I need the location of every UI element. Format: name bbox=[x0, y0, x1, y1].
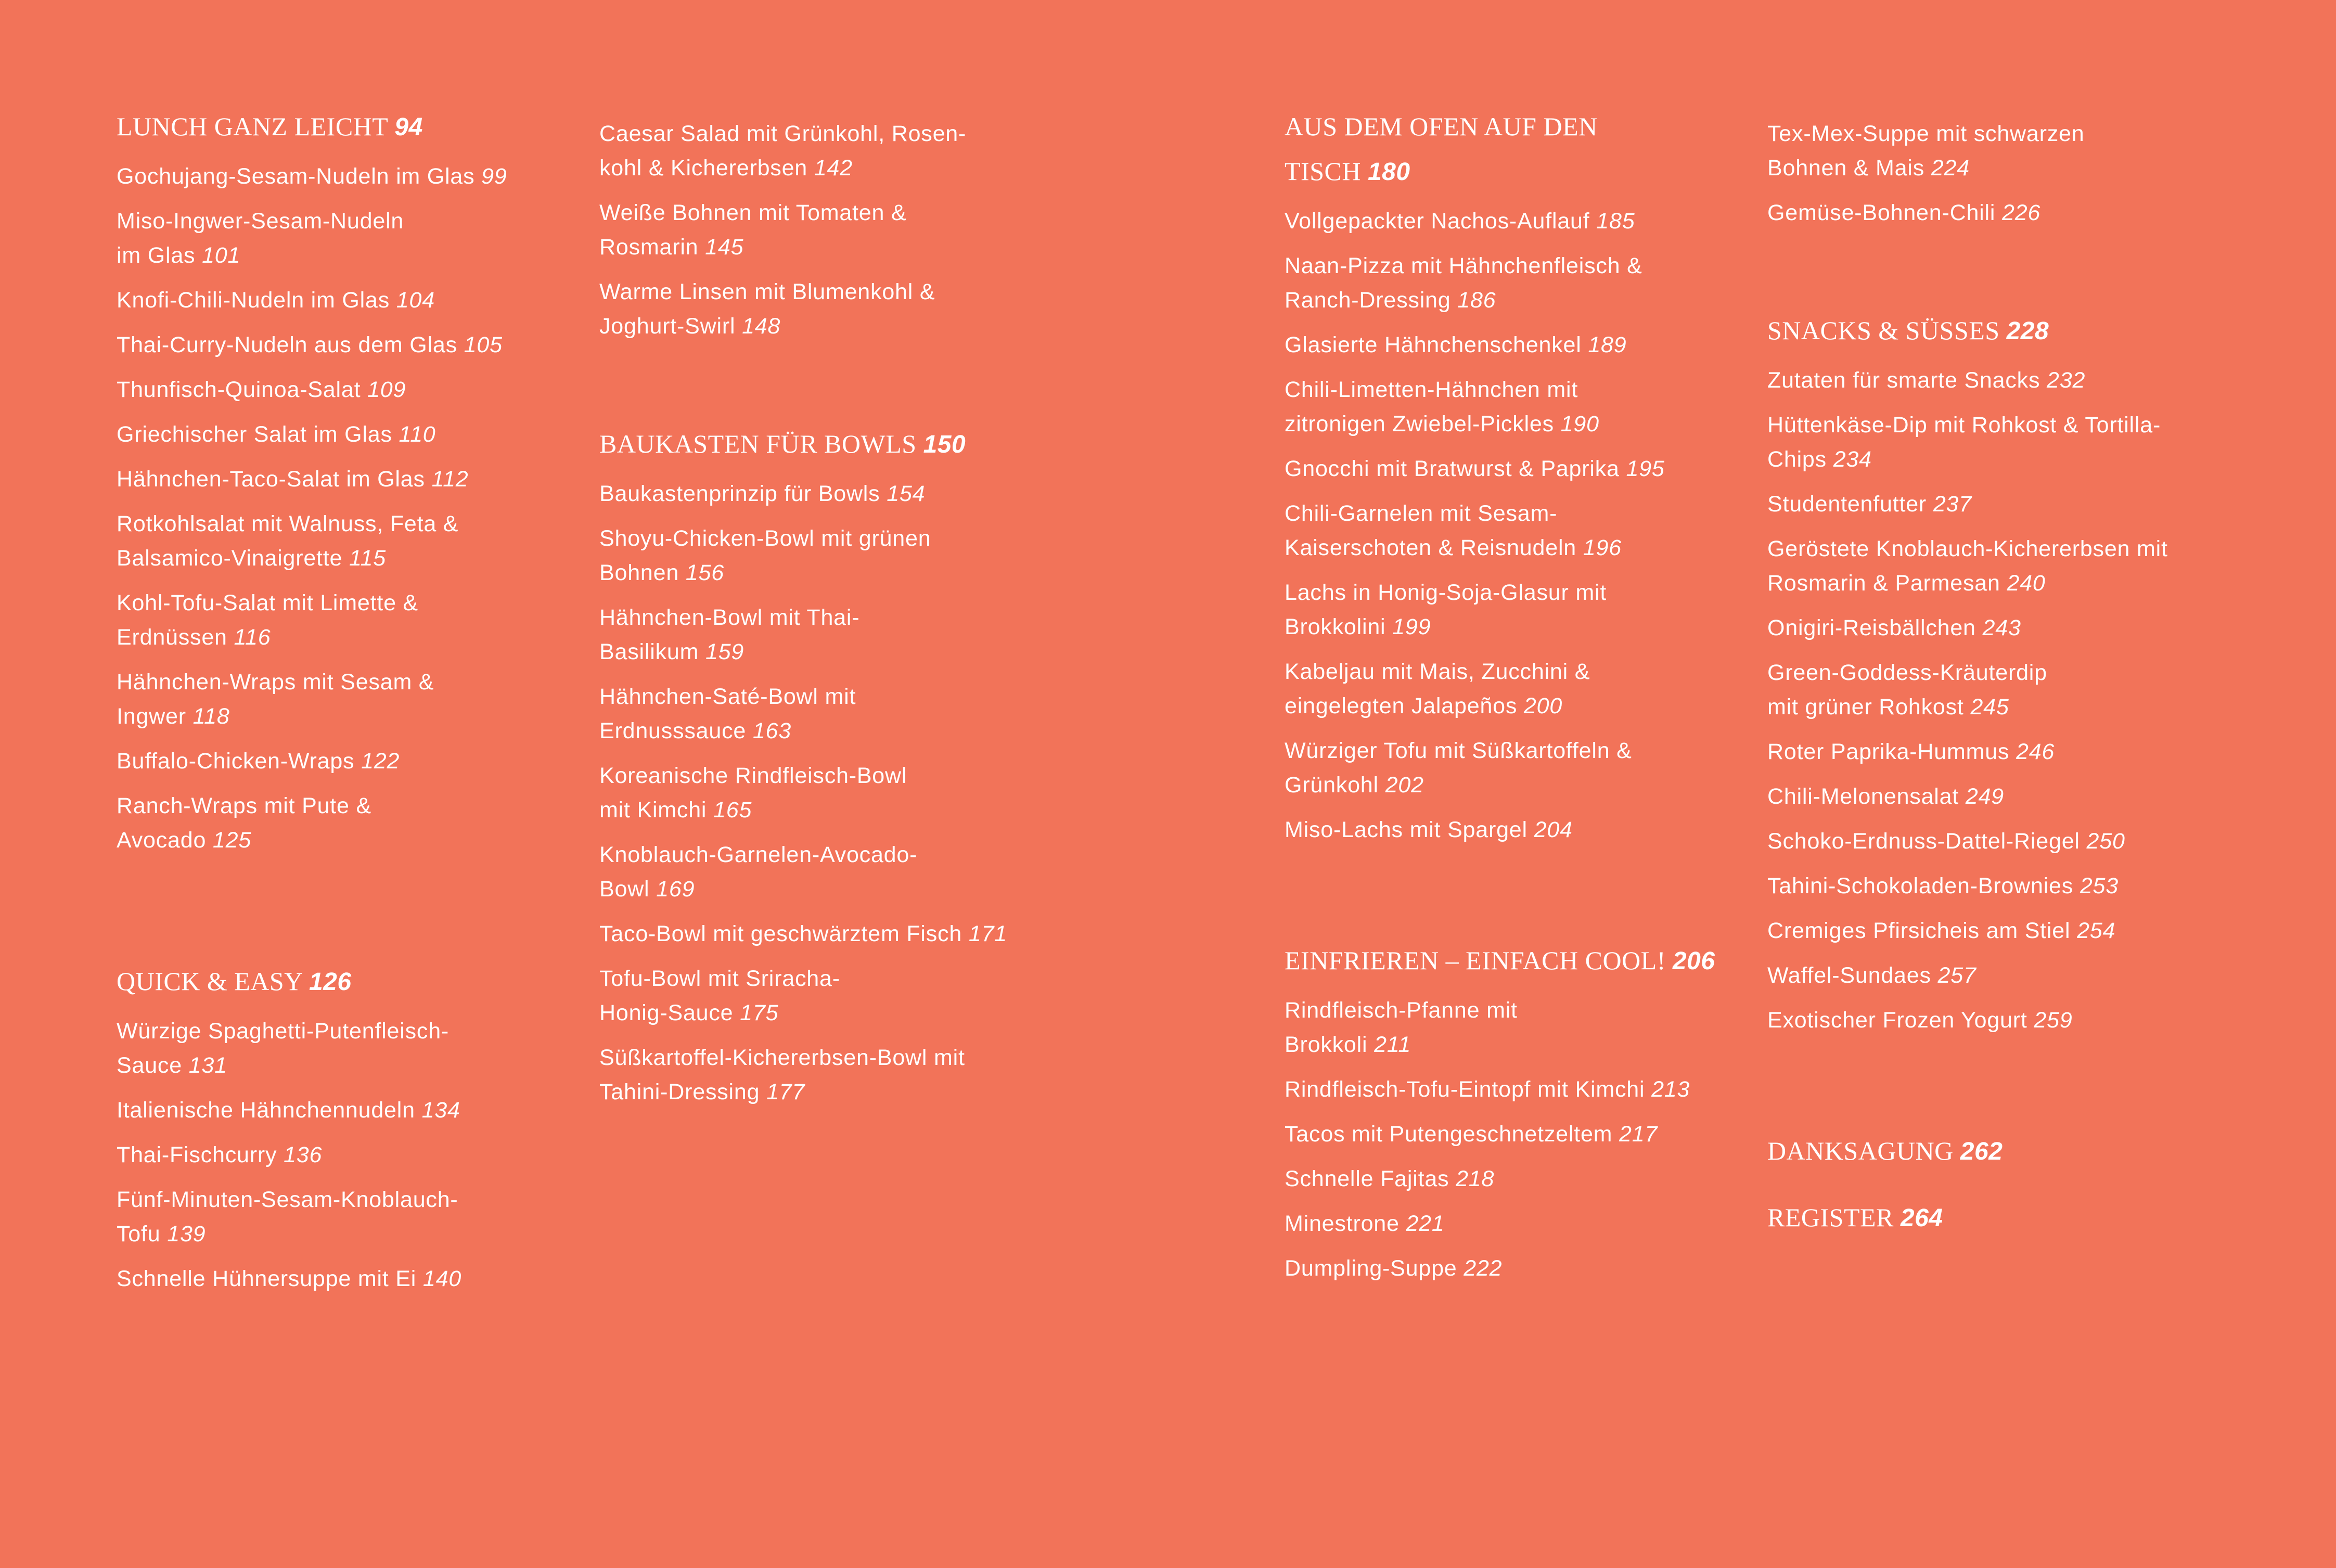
entry-title-continued: Balsamico-Vinaigrette bbox=[117, 546, 343, 571]
entry-title-continued: mit grüner Rohkost bbox=[1767, 695, 1964, 719]
toc-entry bbox=[1285, 1072, 1753, 1107]
entry-page-number: 136 bbox=[284, 1142, 323, 1167]
entry-title: Knofi-Chili-Nudeln im Glas bbox=[117, 288, 390, 313]
section-title-text: TISCH bbox=[1285, 157, 1361, 186]
toc-entry bbox=[117, 1138, 574, 1172]
entry-page-number: 163 bbox=[752, 718, 791, 743]
entry-page-number: 99 bbox=[481, 164, 507, 189]
entry-page-number: 104 bbox=[396, 288, 435, 313]
entry-title: Minestrone bbox=[1285, 1211, 1400, 1236]
entry-title-continued: Rosmarin & Parmesan bbox=[1767, 571, 2000, 596]
entry-page-number: 211 bbox=[1374, 1032, 1411, 1057]
entry-page-number: 249 bbox=[1965, 784, 2005, 809]
entry-list bbox=[1285, 204, 1753, 847]
section-title-text: AUS DEM OFEN AUF DEN bbox=[1285, 112, 1598, 141]
toc-entry bbox=[1285, 734, 1753, 802]
entry-page-number: 232 bbox=[2047, 368, 2086, 393]
toc-column-1 bbox=[117, 104, 574, 1306]
entry-title: Gnocchi mit Bratwurst & Paprika bbox=[1285, 456, 1620, 481]
entry-title: Fünf-Minuten-Sesam-Knoblauch- bbox=[117, 1187, 458, 1212]
entry-page-number: 196 bbox=[1583, 535, 1622, 560]
entry-title: Shoyu-Chicken-Bowl mit grünen bbox=[599, 526, 931, 551]
entry-page-number: 224 bbox=[1931, 156, 1970, 181]
toc-entry bbox=[599, 679, 1057, 748]
entry-title: Hähnchen-Bowl mit Thai- bbox=[599, 605, 860, 630]
toc-entry bbox=[599, 759, 1057, 827]
entry-title-continued: Grünkohl bbox=[1285, 773, 1379, 798]
entry-title: Würzige Spaghetti-Putenfleisch- bbox=[117, 1019, 450, 1044]
entry-title: Würziger Tofu mit Süßkartoffeln & bbox=[1285, 738, 1632, 763]
entry-page-number: 186 bbox=[1457, 288, 1496, 313]
entry-title-continued: kohl & Kichererbsen bbox=[599, 156, 808, 181]
entry-title: Hähnchen-Wraps mit Sesam & bbox=[117, 670, 434, 695]
section-title bbox=[1767, 1195, 2236, 1241]
entry-page-number: 115 bbox=[349, 546, 386, 571]
toc-entry bbox=[117, 1183, 574, 1251]
section-page-number: 262 bbox=[1960, 1138, 2003, 1165]
toc-entry bbox=[1285, 249, 1753, 317]
entry-title: Miso-Ingwer-Sesam-Nudeln bbox=[117, 209, 404, 234]
entry-page-number: 199 bbox=[1392, 614, 1431, 639]
toc-entry bbox=[599, 838, 1057, 906]
entry-page-number: 226 bbox=[2001, 200, 2041, 225]
entry-page-number: 159 bbox=[705, 639, 745, 664]
entry-title: Rotkohlsalat mit Walnuss, Feta & bbox=[117, 511, 459, 536]
toc-entry bbox=[1285, 496, 1753, 565]
entry-title: Studentenfutter bbox=[1767, 492, 1927, 517]
entry-title: Warme Linsen mit Blumenkohl & bbox=[599, 279, 935, 304]
entry-page-number: 190 bbox=[1560, 412, 1599, 436]
entry-page-number: 253 bbox=[2080, 873, 2119, 898]
section-aus-dem-ofen bbox=[1285, 104, 1753, 847]
entry-title: Hüttenkäse-Dip mit Rohkost & Tortilla- bbox=[1767, 413, 2161, 438]
section-snacks-suesses bbox=[1767, 308, 2236, 1037]
toc-entry bbox=[117, 665, 574, 734]
toc-entry bbox=[117, 507, 574, 575]
toc-entry bbox=[117, 328, 574, 362]
entry-page-number: 200 bbox=[1523, 693, 1563, 718]
entry-list bbox=[1767, 117, 2236, 230]
entry-page-number: 257 bbox=[1937, 963, 1976, 988]
toc-entry bbox=[1767, 869, 2236, 903]
entry-page-number: 171 bbox=[968, 921, 1007, 946]
toc-entry bbox=[117, 204, 574, 273]
toc-entry bbox=[1767, 117, 2236, 185]
section-title bbox=[1767, 308, 2236, 354]
entry-title: Tacos mit Putengeschnetzeltem bbox=[1285, 1122, 1613, 1147]
entry-page-number: 131 bbox=[188, 1053, 227, 1078]
entry-title: Exotischer Frozen Yogurt bbox=[1767, 1008, 2027, 1033]
entry-list bbox=[117, 1014, 574, 1296]
entry-title-continued: Rosmarin bbox=[599, 235, 699, 260]
entry-title: Naan-Pizza mit Hähnchenfleisch & bbox=[1285, 253, 1642, 278]
entry-title-continued: eingelegten Jalapeños bbox=[1285, 693, 1518, 718]
section-title bbox=[117, 104, 574, 150]
section-page-number: 150 bbox=[923, 431, 966, 458]
toc-column-3 bbox=[1285, 104, 1753, 1296]
section-title-text: LUNCH GANZ LEICHT bbox=[117, 112, 388, 141]
toc-entry bbox=[599, 477, 1057, 511]
section-title bbox=[1285, 938, 1753, 984]
section-einfrieren bbox=[1285, 938, 1753, 1286]
entry-title: Geröstete Knoblauch-Kichererbsen mit bbox=[1767, 536, 2168, 561]
entry-title: Ranch-Wraps mit Pute & bbox=[117, 793, 371, 818]
entry-page-number: 140 bbox=[422, 1266, 462, 1291]
entry-page-number: 154 bbox=[887, 481, 926, 506]
entry-title-continued: Honig-Sauce bbox=[599, 1000, 734, 1025]
toc-entry bbox=[1285, 1206, 1753, 1241]
section-page-number: 180 bbox=[1367, 158, 1410, 186]
entry-page-number: 221 bbox=[1406, 1211, 1445, 1236]
entry-title-continued: im Glas bbox=[117, 243, 196, 268]
entry-page-number: 237 bbox=[1933, 492, 1972, 517]
entry-title-continued: Erdnusssauce bbox=[599, 718, 747, 743]
toc-entry bbox=[117, 789, 574, 857]
section-title-text: DANKSAGUNG bbox=[1767, 1136, 1954, 1165]
entry-title: Miso-Lachs mit Spargel bbox=[1285, 817, 1528, 842]
entry-title-continued: Joghurt-Swirl bbox=[599, 314, 736, 339]
entry-title: Thai-Fischcurry bbox=[117, 1142, 277, 1167]
section-title-text: EINFRIEREN – EINFACH COOL! bbox=[1285, 946, 1666, 975]
section-quick-easy bbox=[117, 959, 574, 1296]
entry-title: Lachs in Honig-Soja-Glasur mit bbox=[1285, 580, 1607, 605]
toc-entry bbox=[117, 462, 574, 496]
section-page-number: 126 bbox=[309, 968, 352, 996]
entry-title: Cremiges Pfirsicheis am Stiel bbox=[1767, 918, 2071, 943]
entry-page-number: 145 bbox=[705, 235, 744, 260]
entry-page-number: 122 bbox=[361, 749, 400, 774]
entry-page-number: 250 bbox=[2086, 829, 2125, 854]
entry-title: Tex-Mex-Suppe mit schwarzen bbox=[1767, 121, 2085, 146]
toc-entry bbox=[599, 521, 1057, 590]
toc-entry bbox=[1285, 575, 1753, 644]
entry-page-number: 202 bbox=[1385, 773, 1424, 798]
toc-entry bbox=[1285, 1251, 1753, 1286]
entry-title: Tofu-Bowl mit Sriracha- bbox=[599, 966, 840, 991]
entry-page-number: 243 bbox=[1982, 615, 2021, 640]
entry-page-number: 105 bbox=[464, 332, 503, 357]
entry-title-continued: Sauce bbox=[117, 1053, 182, 1078]
section-title bbox=[117, 959, 574, 1005]
entry-page-number: 109 bbox=[367, 377, 406, 402]
toc-entry bbox=[599, 117, 1057, 185]
section-title-text: QUICK & EASY bbox=[117, 967, 302, 996]
entry-title: Glasierte Hähnchenschenkel bbox=[1285, 332, 1582, 357]
toc-entry bbox=[599, 961, 1057, 1030]
toc-entry bbox=[117, 372, 574, 407]
entry-page-number: 213 bbox=[1651, 1077, 1690, 1102]
section-title bbox=[599, 421, 1057, 467]
entry-title-continued: Ranch-Dressing bbox=[1285, 288, 1451, 313]
section-lunch-continued bbox=[599, 104, 1057, 343]
section-title-text: SNACKS & SÜSSES bbox=[1767, 316, 2000, 345]
entry-title: Hähnchen-Saté-Bowl mit bbox=[599, 684, 856, 709]
section-einfrieren-continued bbox=[1767, 104, 2236, 230]
toc-entry bbox=[1285, 993, 1753, 1062]
toc-entry bbox=[1767, 532, 2236, 600]
entry-list bbox=[599, 477, 1057, 1109]
toc-entry bbox=[1285, 813, 1753, 847]
entry-title-continued: Tahini-Dressing bbox=[599, 1079, 760, 1104]
entry-title-continued: Chips bbox=[1767, 447, 1827, 472]
toc-entry bbox=[1767, 656, 2236, 724]
entry-title: Green-Goddess-Kräuterdip bbox=[1767, 660, 2047, 685]
entry-title-continued: Brokkolini bbox=[1285, 614, 1386, 639]
entry-page-number: 195 bbox=[1626, 456, 1665, 481]
toc-column-2 bbox=[599, 104, 1057, 1120]
entry-title: Rindfleisch-Pfanne mit bbox=[1285, 998, 1518, 1023]
entry-page-number: 218 bbox=[1456, 1166, 1495, 1191]
toc-entry bbox=[599, 196, 1057, 264]
section-page-number: 228 bbox=[2006, 317, 2049, 345]
entry-page-number: 175 bbox=[740, 1000, 779, 1025]
entry-title: Taco-Bowl mit geschwärztem Fisch bbox=[599, 921, 962, 946]
section-page-number: 94 bbox=[394, 113, 423, 141]
entry-title: Kabeljau mit Mais, Zucchini & bbox=[1285, 659, 1590, 684]
toc-entry bbox=[117, 283, 574, 317]
entry-title: Knoblauch-Garnelen-Avocado- bbox=[599, 842, 918, 867]
toc-entry bbox=[1285, 452, 1753, 486]
section-register bbox=[1767, 1195, 2236, 1241]
entry-page-number: 112 bbox=[431, 467, 469, 492]
entry-list bbox=[117, 159, 574, 857]
entry-page-number: 240 bbox=[2007, 571, 2046, 596]
entry-title-continued: Bohnen bbox=[599, 560, 679, 585]
toc-entry bbox=[1285, 328, 1753, 362]
entry-page-number: 246 bbox=[2016, 739, 2055, 764]
entry-title-continued: Ingwer bbox=[117, 704, 186, 729]
entry-title: Tahini-Schokoladen-Brownies bbox=[1767, 873, 2074, 898]
entry-title-continued: Kaiserschoten & Reisnudeln bbox=[1285, 535, 1577, 560]
toc-entry bbox=[1767, 611, 2236, 645]
entry-page-number: 165 bbox=[713, 798, 752, 822]
entry-page-number: 204 bbox=[1534, 817, 1573, 842]
toc-entry bbox=[1767, 196, 2236, 230]
entry-title: Vollgepackter Nachos-Auflauf bbox=[1285, 209, 1590, 234]
toc-column-4 bbox=[1767, 104, 2236, 1250]
entry-title: Koreanische Rindfleisch-Bowl bbox=[599, 763, 907, 788]
entry-page-number: 254 bbox=[2077, 918, 2116, 943]
toc-entry bbox=[1285, 1162, 1753, 1196]
section-lunch-ganz-leicht bbox=[117, 104, 574, 857]
entry-page-number: 217 bbox=[1619, 1122, 1658, 1147]
entry-title: Schnelle Hühnersuppe mit Ei bbox=[117, 1266, 417, 1291]
section-title-text: BAUKASTEN FÜR BOWLS bbox=[599, 429, 917, 458]
entry-list bbox=[1767, 363, 2236, 1037]
entry-title: Waffel-Sundaes bbox=[1767, 963, 1931, 988]
entry-title-continued: Bohnen & Mais bbox=[1767, 156, 1925, 181]
entry-title: Griechischer Salat im Glas bbox=[117, 422, 392, 447]
toc-entry bbox=[1285, 372, 1753, 441]
entry-page-number: 116 bbox=[234, 625, 271, 650]
toc-entry bbox=[1285, 204, 1753, 238]
entry-title-continued: Bowl bbox=[599, 877, 650, 902]
entry-page-number: 259 bbox=[2034, 1008, 2073, 1033]
entry-title-continued: Brokkoli bbox=[1285, 1032, 1368, 1057]
entry-title: Schnelle Fajitas bbox=[1285, 1166, 1449, 1191]
toc-entry bbox=[1767, 958, 2236, 993]
entry-title: Chili-Limetten-Hähnchen mit bbox=[1285, 377, 1578, 402]
entry-page-number: 134 bbox=[421, 1098, 460, 1123]
toc-entry bbox=[599, 917, 1057, 951]
entry-title: Süßkartoffel-Kichererbsen-Bowl mit bbox=[599, 1045, 965, 1070]
entry-page-number: 222 bbox=[1464, 1256, 1503, 1281]
entry-title: Caesar Salad mit Grünkohl, Rosen- bbox=[599, 121, 967, 146]
entry-title: Baukastenprinzip für Bowls bbox=[599, 481, 880, 506]
toc-entry bbox=[117, 417, 574, 452]
entry-page-number: 156 bbox=[685, 560, 724, 585]
entry-page-number: 125 bbox=[212, 828, 252, 853]
section-page-number: 264 bbox=[1900, 1204, 1943, 1232]
entry-page-number: 245 bbox=[1970, 695, 2009, 719]
entry-page-number: 148 bbox=[742, 314, 781, 339]
toc-entry bbox=[1767, 824, 2236, 858]
entry-title-continued: Basilikum bbox=[599, 639, 699, 664]
entry-list bbox=[1285, 993, 1753, 1286]
toc-entry bbox=[599, 1040, 1057, 1109]
entry-title: Chili-Melonensalat bbox=[1767, 784, 1959, 809]
entry-list bbox=[599, 117, 1057, 343]
entry-title: Kohl-Tofu-Salat mit Limette & bbox=[117, 590, 419, 615]
toc-entry bbox=[117, 159, 574, 194]
entry-title: Chili-Garnelen mit Sesam- bbox=[1285, 501, 1558, 526]
entry-page-number: 169 bbox=[656, 877, 695, 902]
toc-entry bbox=[599, 275, 1057, 343]
section-danksagung bbox=[1767, 1128, 2236, 1174]
entry-title: Roter Paprika-Hummus bbox=[1767, 739, 2010, 764]
entry-title: Rindfleisch-Tofu-Eintopf mit Kimchi bbox=[1285, 1077, 1645, 1102]
toc-entry bbox=[1767, 363, 2236, 397]
toc-entry bbox=[1285, 654, 1753, 723]
toc-entry bbox=[1767, 408, 2236, 477]
toc-entry bbox=[1767, 914, 2236, 948]
entry-title-continued: Tofu bbox=[117, 1222, 161, 1246]
entry-page-number: 110 bbox=[399, 422, 436, 447]
toc-entry bbox=[1767, 779, 2236, 814]
section-title bbox=[1767, 1128, 2236, 1174]
entry-page-number: 142 bbox=[814, 156, 853, 181]
entry-title: Buffalo-Chicken-Wraps bbox=[117, 749, 355, 774]
entry-title-continued: zitronigen Zwiebel-Pickles bbox=[1285, 412, 1554, 436]
entry-title: Gochujang-Sesam-Nudeln im Glas bbox=[117, 164, 475, 189]
entry-title: Dumpling-Suppe bbox=[1285, 1256, 1457, 1281]
entry-title-continued: mit Kimchi bbox=[599, 798, 707, 822]
toc-entry bbox=[1767, 735, 2236, 769]
entry-title: Hähnchen-Taco-Salat im Glas bbox=[117, 467, 425, 492]
toc-entry bbox=[1767, 487, 2236, 521]
entry-title: Zutaten für smarte Snacks bbox=[1767, 368, 2040, 393]
entry-title: Weiße Bohnen mit Tomaten & bbox=[599, 200, 907, 225]
entry-page-number: 189 bbox=[1588, 332, 1627, 357]
entry-title: Italienische Hähnchennudeln bbox=[117, 1098, 415, 1123]
section-title-text: REGISTER bbox=[1767, 1203, 1894, 1232]
entry-title-continued: Avocado bbox=[117, 828, 207, 853]
entry-title: Thunfisch-Quinoa-Salat bbox=[117, 377, 361, 402]
toc-entry bbox=[117, 586, 574, 654]
entry-title: Onigiri-Reisbällchen bbox=[1767, 615, 1976, 640]
entry-title: Thai-Curry-Nudeln aus dem Glas bbox=[117, 332, 457, 357]
section-baukasten-fuer-bowls bbox=[599, 421, 1057, 1109]
toc-entry bbox=[117, 744, 574, 778]
entry-page-number: 139 bbox=[167, 1222, 206, 1246]
toc-entry bbox=[117, 1093, 574, 1127]
entry-page-number: 177 bbox=[766, 1079, 805, 1104]
section-title bbox=[1285, 104, 1753, 195]
entry-title: Gemüse-Bohnen-Chili bbox=[1767, 200, 1996, 225]
entry-title: Schoko-Erdnuss-Dattel-Riegel bbox=[1767, 829, 2080, 854]
entry-title-continued: Erdnüssen bbox=[117, 625, 227, 650]
entry-page-number: 234 bbox=[1833, 447, 1872, 472]
toc-entry bbox=[599, 600, 1057, 669]
toc-entry bbox=[117, 1262, 574, 1296]
toc-entry bbox=[117, 1014, 574, 1083]
toc-entry bbox=[1285, 1117, 1753, 1151]
entry-page-number: 185 bbox=[1596, 209, 1635, 234]
toc-entry bbox=[1767, 1003, 2236, 1037]
entry-page-number: 118 bbox=[192, 704, 230, 729]
section-page-number: 206 bbox=[1672, 947, 1715, 975]
entry-page-number: 101 bbox=[202, 243, 241, 268]
